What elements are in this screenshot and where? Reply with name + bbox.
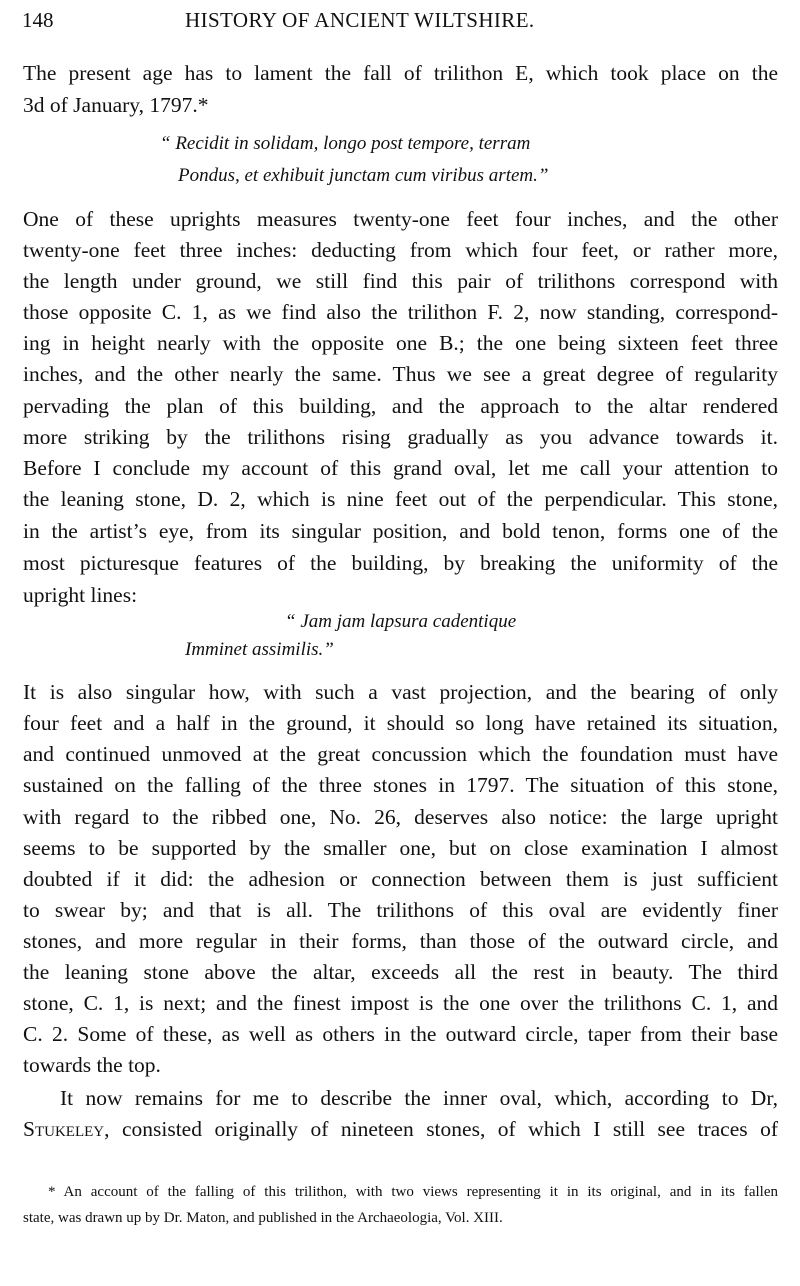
text-line: most picturesque features of the building, by breaking the uniformity of the (23, 551, 778, 575)
text-line: stones, and more regular in their forms, than those of the outward circle, and (23, 929, 778, 953)
footnote-line: * An account of the falling of this trilithon, with two views representing it in its original, and in its fallen (48, 1184, 778, 1200)
quote-line: “ Jam jam lapsura cadentique (285, 611, 517, 632)
text-line: twenty-one feet three inches: deducting from which four feet, or rather more, (23, 238, 778, 262)
text-line: to swear by; and that is all. The trilithons of this oval are evidently finer (23, 898, 778, 922)
text-line: ing in height nearly with the opposite one B.; the one being sixteen feet three (23, 331, 778, 355)
text-line: more striking by the trilithons rising gradually as you advance towards it. (23, 425, 778, 449)
running-title: HISTORY OF ANCIENT WILTSHIRE. (185, 8, 535, 32)
text-line: Before I conclude my account of this grand oval, let me call your attention to (23, 456, 778, 480)
quote-line: Imminet assimilis.” (185, 639, 334, 660)
text-line: with regard to the ribbed one, No. 26, deserves also notice: the large upright (23, 805, 778, 829)
text-line: and continued unmoved at the great concussion which the foundation must have (23, 742, 778, 766)
quote-line: Pondus, et exhibuit junctam cum viribus artem.” (178, 165, 549, 186)
footnote-line: state, was drawn up by Dr. Maton, and published in the Archaeologia, Vol. XIII. (23, 1210, 503, 1226)
text-line: 3d of January, 1797.* (23, 93, 209, 117)
text-line: towards the top. (23, 1053, 161, 1077)
text-line: stone, C. 1, is next; and the finest impost is the one over the trilithons C. 1, and (23, 991, 778, 1015)
text-line: four feet and a half in the ground, it should so long have retained its situation, (23, 711, 778, 735)
text-line (23, 1116, 778, 1142)
page-header (22, 8, 782, 38)
text-line: inches, and the other nearly the same. Thus we see a great degree of regularity (23, 362, 778, 386)
page-number: 148 (22, 8, 54, 32)
text-fragment: , consisted originally of nineteen stones, of which I still see traces of (104, 1117, 778, 1141)
text-line: those opposite C. 1, as we find also the trilithon F. 2, now standing, correspond- (23, 300, 778, 324)
text-line: sustained on the falling of the three stones in 1797. The situation of this stone, (23, 773, 778, 797)
text-line: C. 2. Some of these, as well as others in the outward circle, taper from their base (23, 1022, 778, 1046)
text-line: the leaning stone, D. 2, which is nine feet out of the perpendicular. This stone, (23, 487, 778, 511)
text-line: the leaning stone above the altar, exceeds all the rest in beauty. The third (23, 960, 778, 984)
text-line: seems to be supported by the smaller one, but on close examination I almost (23, 836, 778, 860)
quote-line: “ Recidit in solidam, longo post tempore, terram (160, 133, 531, 154)
text-line: It is also singular how, with such a vast projection, and the bearing of only (23, 680, 778, 704)
text-line: the length under ground, we still find this pair of trilithons correspond with (23, 269, 778, 293)
text-line: The present age has to lament the fall of trilithon E, which took place on the (23, 61, 778, 85)
text-line: in the artist’s eye, from its singular position, and bold tenon, forms one of the (23, 519, 778, 543)
author-name-stukeley: Stukeley (23, 1117, 105, 1141)
text-line: It now remains for me to describe the inner oval, which, according to Dr, (60, 1086, 778, 1110)
text-line: One of these uprights measures twenty-one feet four inches, and the other (23, 207, 778, 231)
text-line: upright lines: (23, 583, 138, 607)
text-line: pervading the plan of this building, and the approach to the altar rendered (23, 394, 778, 418)
text-line: doubted if it did: the adhesion or connection between them is just sufficient (23, 867, 778, 891)
